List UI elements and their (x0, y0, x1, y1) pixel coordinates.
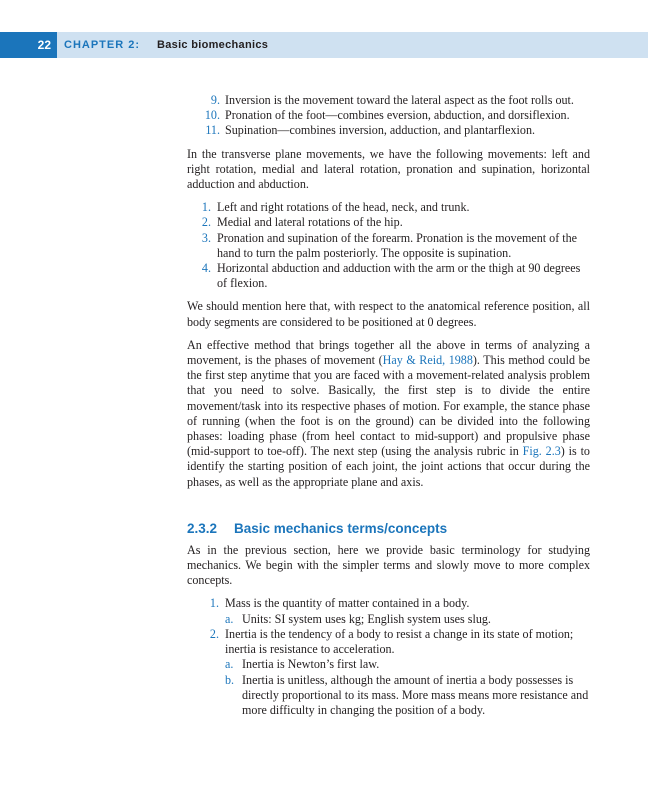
chapter-label: CHAPTER 2: (64, 39, 141, 51)
list-text: Horizontal abduction and adduction with the arm or the thigh at 90 degrees of flexion. (217, 261, 581, 291)
list-text: Pronation of the foot—combines eversion, abduction, and dorsiflexion. (225, 108, 570, 123)
list-item (187, 123, 590, 138)
paragraph-text: An effective method that brings together all the above in terms of analyzing a movement, is the phases of movement ( (187, 337, 590, 368)
sub-list-item (225, 657, 590, 672)
list-number: 9. (210, 93, 220, 107)
list-number: 1. (201, 200, 211, 215)
chapter-title: Basic biomechanics (157, 39, 269, 51)
figure-link[interactable]: Fig. 2.3 (522, 444, 561, 459)
list-item (187, 596, 590, 626)
paragraph-reference-position: We should mention here that, with respect to the anatomical reference position, all body segments are considered to be positioned at 0 degrees. (187, 299, 590, 329)
mechanics-terms-list (187, 596, 590, 718)
sub-list-letter: a. (225, 657, 234, 672)
list-number: 3. (201, 230, 211, 245)
list-number: 4. (201, 261, 211, 276)
list-item (187, 93, 590, 108)
sub-list-text: Inertia is unitless, although the amount of inertia a body possesses is directly proportional to its mass. More mass means more resistance and more difficulty in changing the position of a body. (242, 672, 589, 717)
foot-movements-list (187, 93, 590, 139)
transverse-movements-list (187, 200, 590, 291)
sub-list-text: Inertia is Newton’s first law. (242, 657, 380, 672)
list-number: 2. (201, 215, 211, 230)
paragraph-transverse: In the transverse plane movements, we have the following movements: left and right rotation, medial and lateral rotation, pronation and supination, horizontal adduction and abduction. (187, 146, 590, 192)
paragraph-text: ). This method could be the first step anytime that you are faced with a movement-related analysis problem that you need to solve. Basically, the first step is to divide the entire movement/task into its respective phases of motion. For example, the stance phase of running (when the foot is on the ground) can be divided into the following phases: loading phase (from heel contact to mid-support) and propulsive phase (mid-support to toe-off). The next step (using the analysis rubric in (187, 353, 590, 459)
list-text: Supination—combines inversion, adduction, and plantarflexion. (225, 123, 536, 138)
page-number: 22 (0, 32, 57, 58)
list-text: Medial and lateral rotations of the hip. (217, 215, 403, 230)
list-item (187, 108, 590, 123)
section-heading (187, 520, 590, 538)
list-item (187, 215, 590, 230)
sub-list (225, 612, 590, 627)
sub-list-letter: b. (225, 672, 235, 687)
list-number: 10. (204, 108, 220, 123)
sub-list-item (225, 612, 590, 627)
sub-list-text: Units: SI system uses kg; English system uses slug. (242, 611, 491, 626)
paragraph-text: ) is to identify the starting position of each joint, the joint actions that occur during the phases, as well as the appropriate plane and axis. (187, 444, 590, 489)
page-body (187, 93, 590, 718)
running-header (0, 32, 648, 58)
list-text: Left and right rotations of the head, neck, and trunk. (217, 200, 470, 215)
list-text: Pronation and supination of the forearm. Pronation is the movement of the hand to turn the palm posteriorly. The opposite is supination. (217, 230, 578, 260)
list-text: Inversion is the movement toward the lateral aspect as the foot rolls out. (225, 93, 574, 107)
list-number: 2. (209, 626, 219, 641)
list-number: 11. (205, 123, 220, 138)
paragraph-intro: As in the previous section, here we provide basic terminology for studying mechanics. We begin with the simpler terms and slowly move to more complex concepts. (187, 542, 590, 588)
list-item (187, 627, 590, 718)
list-item (187, 261, 590, 291)
list-text: Inertia is the tendency of a body to resist a change in its state of motion; inertia is resistance to acceleration. (225, 626, 574, 657)
list-text: Mass is the quantity of matter contained in a body. (225, 596, 470, 611)
sub-list (225, 657, 590, 718)
section-number: 2.3.2 (187, 520, 218, 536)
list-item (187, 200, 590, 215)
citation-link[interactable]: Hay & Reid, 1988 (382, 353, 473, 368)
sub-list-letter: a. (225, 611, 234, 626)
list-number: 1. (209, 596, 219, 611)
paragraph-phases-method (187, 338, 590, 490)
list-item (187, 231, 590, 261)
section-title: Basic mechanics terms/concepts (234, 520, 448, 536)
sub-list-item (225, 673, 590, 719)
